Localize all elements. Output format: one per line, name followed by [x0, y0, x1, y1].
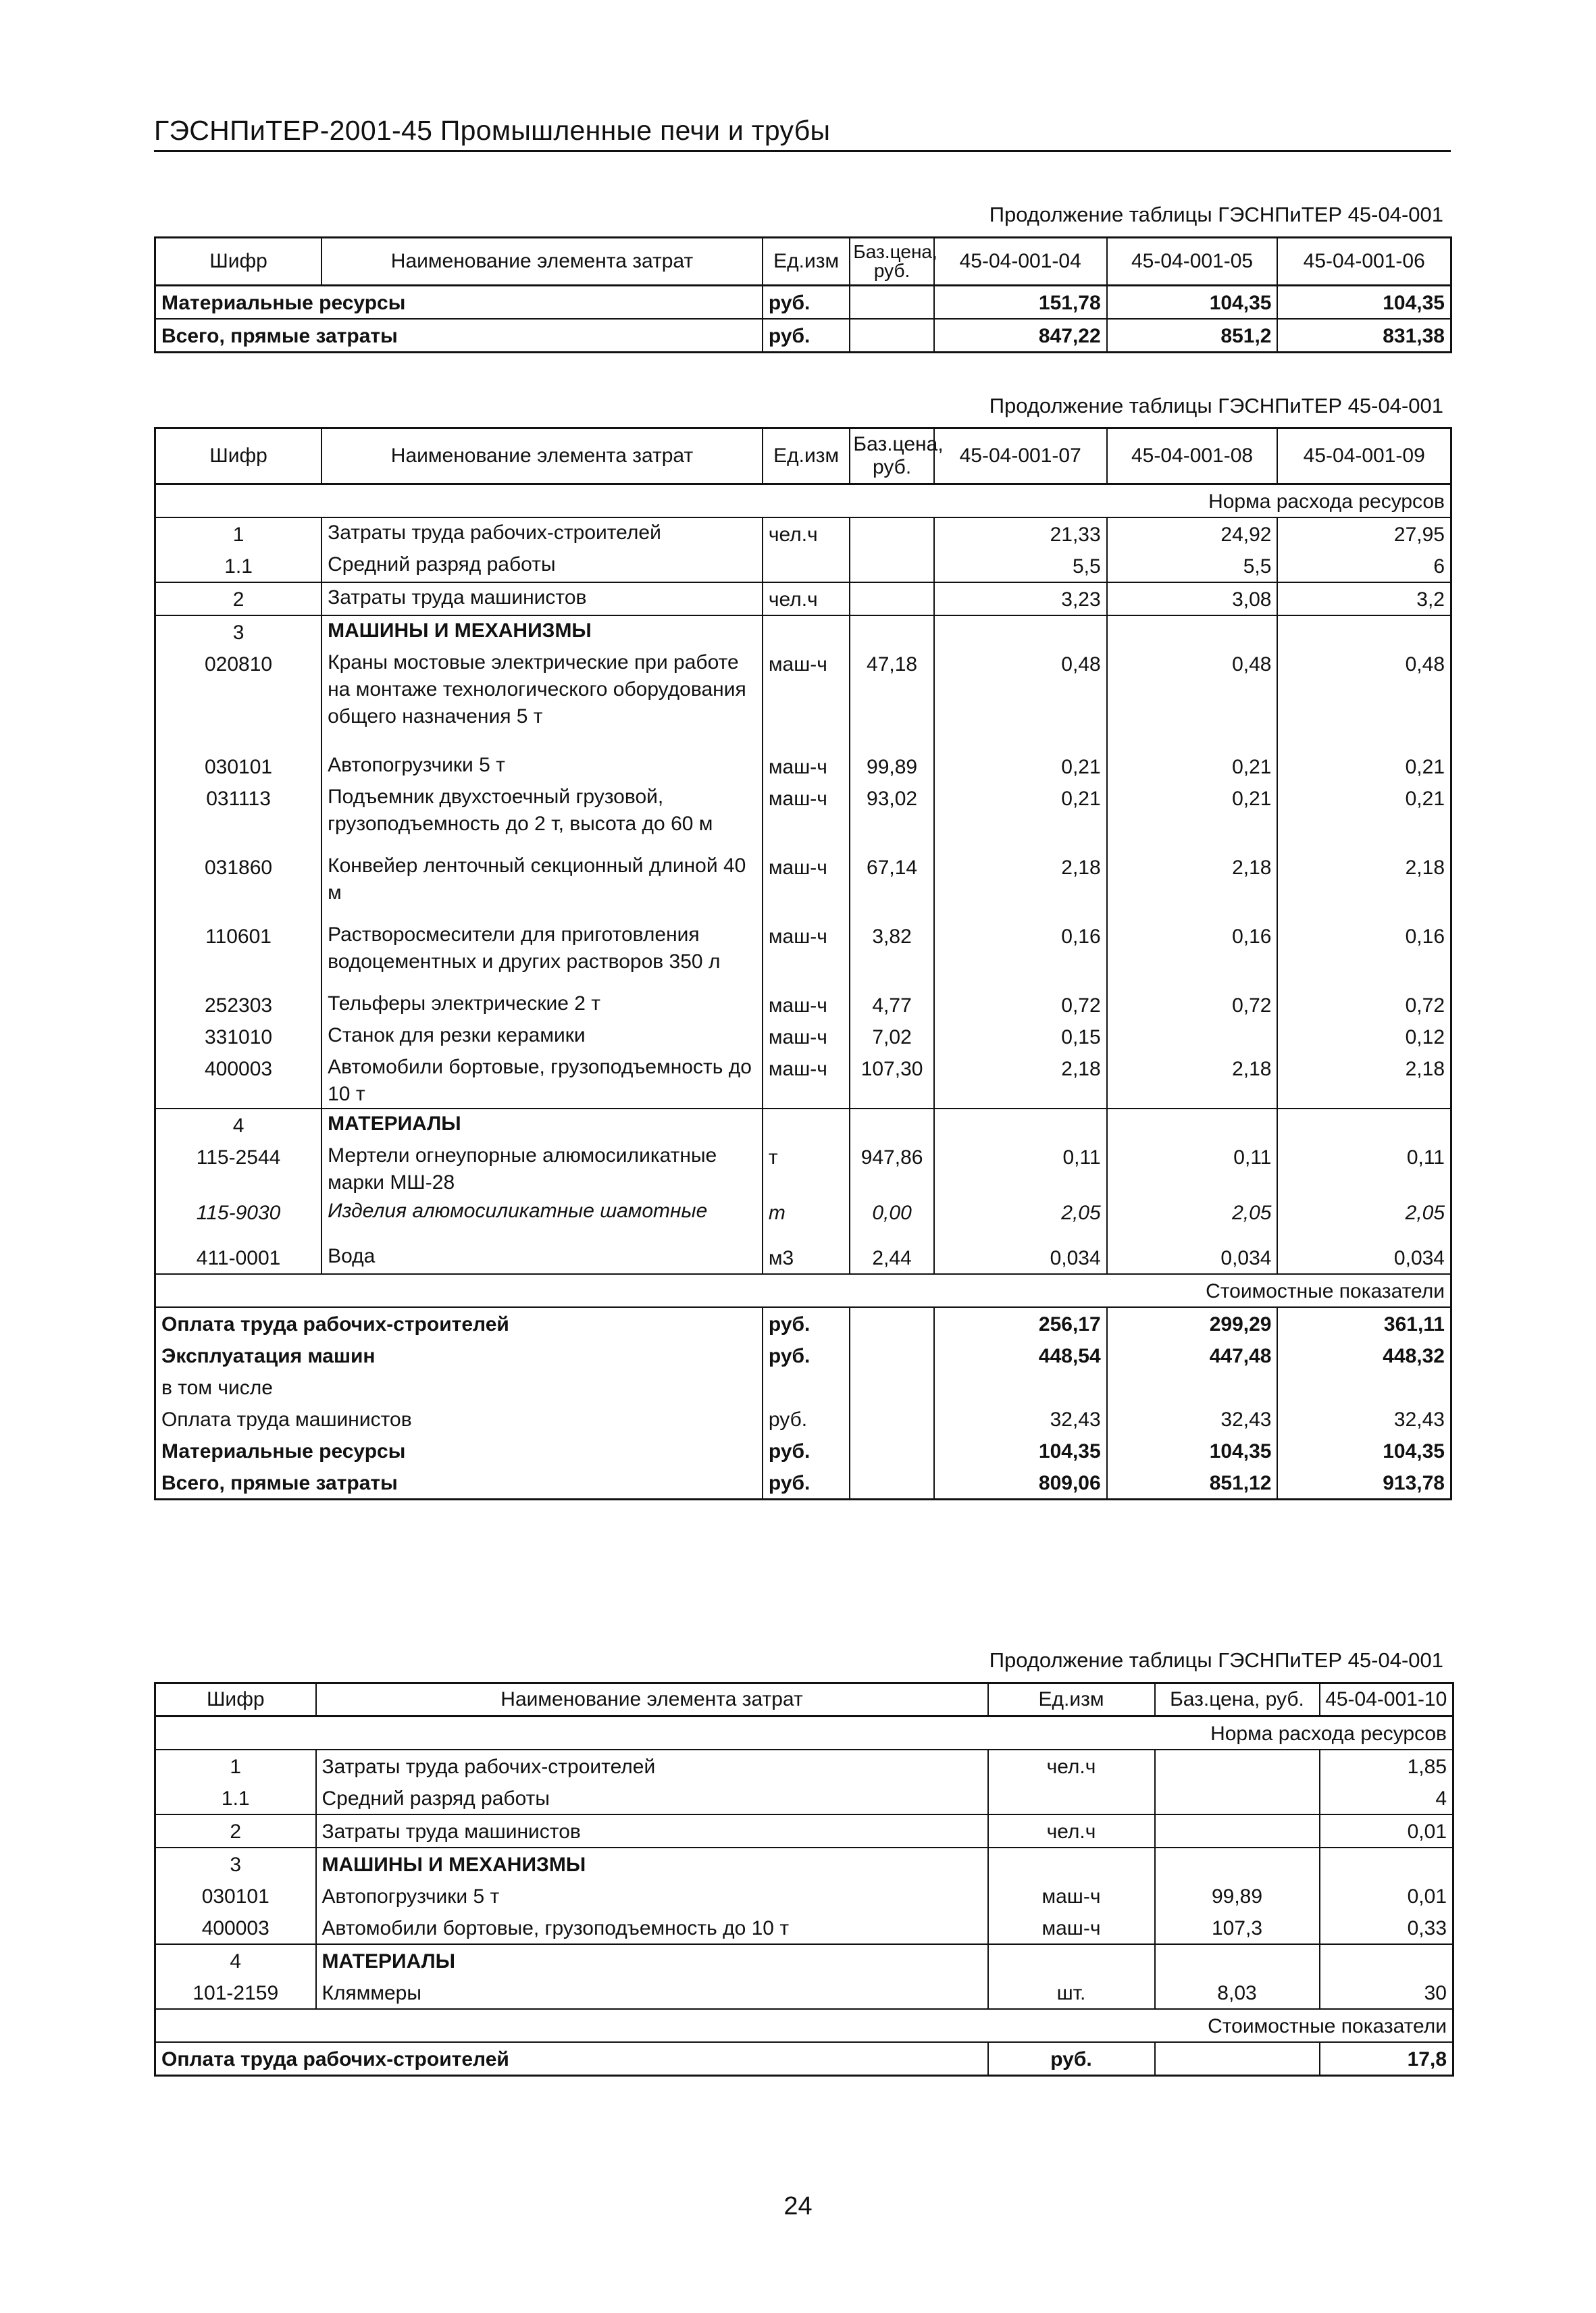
row-value-1 — [934, 1109, 1107, 1141]
totals-value-3: 448,32 — [1277, 1340, 1451, 1371]
table1-header-unit: Ед.изм — [763, 238, 850, 286]
table2-header-code: Шифр — [155, 428, 322, 484]
row-value-1: 2,05 — [934, 1196, 1107, 1242]
row-code: 115-9030 — [155, 1196, 322, 1242]
table-row — [155, 1912, 1453, 1944]
totals-name: Всего, прямые затраты — [155, 1467, 763, 1500]
row-name: Подъемник двухстоечный грузовой, грузоподъемность до 2 т, высота до 60 м — [321, 782, 763, 851]
row-price — [850, 319, 933, 353]
row-value-1: 4 — [1320, 1782, 1453, 1814]
totals-name: Оплата труда машинистов — [155, 1403, 763, 1435]
row-code: 020810 — [155, 648, 322, 751]
row-value-1 — [934, 615, 1107, 648]
totals-unit: руб. — [763, 1435, 850, 1467]
row-unit: маш-ч — [763, 1052, 850, 1109]
table-row — [155, 1782, 1453, 1814]
table2-norm-row — [155, 484, 1451, 518]
row-value-3: 0,12 — [1277, 1021, 1451, 1052]
row-value-1: 5,5 — [934, 550, 1107, 582]
row-unit — [988, 1848, 1155, 1880]
table1-caption: Продолжение таблицы ГЭСНПиТЕР 45-04-001 — [989, 203, 1443, 226]
totals-price — [1155, 2042, 1320, 2076]
totals-value-2: 851,12 — [1107, 1467, 1278, 1500]
row-unit: маш-ч — [988, 1912, 1155, 1944]
row-value-3: 2,05 — [1277, 1196, 1451, 1242]
table-row — [155, 1848, 1453, 1880]
row-price — [850, 1109, 933, 1141]
row-name: Средний разряд работы — [316, 1782, 988, 1814]
table-row — [155, 751, 1451, 782]
row-value-1: 847,22 — [934, 319, 1107, 353]
row-name: Материальные ресурсы — [155, 286, 763, 320]
row-code: 031860 — [155, 851, 322, 920]
row-unit: маш-ч — [988, 1880, 1155, 1912]
table3-header-code: Шифр — [155, 1683, 316, 1717]
row-price — [1155, 1814, 1320, 1848]
row-unit: маш-ч — [763, 782, 850, 851]
row-price — [1155, 1944, 1320, 1977]
table-row — [155, 1021, 1451, 1052]
row-code: 030101 — [155, 751, 322, 782]
totals-price — [850, 1403, 933, 1435]
row-value-1: 2,18 — [934, 1052, 1107, 1109]
row-code: 4 — [155, 1944, 316, 1977]
row-price: 3,82 — [850, 920, 933, 989]
row-value-1: 0,33 — [1320, 1912, 1453, 1944]
row-unit — [763, 550, 850, 582]
row-unit: маш-ч — [763, 920, 850, 989]
table3-norm-label: Норма расхода ресурсов — [1155, 1717, 1453, 1750]
row-value-2: 0,16 — [1107, 920, 1278, 989]
table3-cost-row — [155, 2009, 1453, 2042]
row-name: Затраты труда машинистов — [321, 582, 763, 615]
row-unit: маш-ч — [763, 648, 850, 751]
row-name: Вода — [321, 1242, 763, 1274]
row-value-3: 27,95 — [1277, 517, 1451, 550]
page-number: 24 — [783, 2192, 813, 2220]
row-code: 4 — [155, 1109, 322, 1141]
row-price: 93,02 — [850, 782, 933, 851]
document-header: ГЭСНПиТЕР-2001-45 Промышленные печи и трубы — [154, 115, 831, 146]
totals-name: Оплата труда рабочих-строителей — [155, 1307, 763, 1340]
row-unit — [763, 615, 850, 648]
row-value-3: 104,35 — [1277, 286, 1451, 320]
totals-value-2: 447,48 — [1107, 1340, 1278, 1371]
row-price: 47,18 — [850, 648, 933, 751]
table1 — [154, 236, 1452, 353]
row-price: 4,77 — [850, 989, 933, 1021]
row-value-3: 0,21 — [1277, 782, 1451, 851]
row-unit: т — [763, 1196, 850, 1242]
row-name: Конвейер ленточный секционный длиной 40 м — [321, 851, 763, 920]
row-value-2: 2,05 — [1107, 1196, 1278, 1242]
table3 — [154, 1682, 1454, 2077]
norm-blank — [155, 1717, 1155, 1750]
row-value-2: 3,08 — [1107, 582, 1278, 615]
row-price: 67,14 — [850, 851, 933, 920]
totals-name: в том числе — [155, 1371, 763, 1403]
totals-name: Эксплуатация машин — [155, 1340, 763, 1371]
table2-header-price: Баз.цена, руб. — [850, 428, 933, 484]
row-name: Растворосмесители для приготовления водоцементных и других растворов 350 л — [321, 920, 763, 989]
table-row — [155, 319, 1451, 353]
table3-norm-row — [155, 1717, 1453, 1750]
row-code: 331010 — [155, 1021, 322, 1052]
totals-row — [155, 1435, 1451, 1467]
table-row — [155, 920, 1451, 989]
row-code: 3 — [155, 615, 322, 648]
totals-unit: руб. — [988, 2042, 1155, 2076]
row-unit: м3 — [763, 1242, 850, 1274]
row-value-1: 0,48 — [934, 648, 1107, 751]
norm-blank — [155, 484, 934, 518]
totals-value-1: 448,54 — [934, 1340, 1107, 1371]
row-name: МАШИНЫ И МЕХАНИЗМЫ — [316, 1848, 988, 1880]
table2-header-name: Наименование элемента затрат — [321, 428, 763, 484]
row-code: 110601 — [155, 920, 322, 989]
table-row — [155, 582, 1451, 615]
row-value-3: 0,16 — [1277, 920, 1451, 989]
totals-price — [850, 1307, 933, 1340]
table-row — [155, 550, 1451, 582]
totals-unit: руб. — [763, 1403, 850, 1435]
row-value-2: 2,18 — [1107, 851, 1278, 920]
row-value-2: 0,21 — [1107, 751, 1278, 782]
row-unit: маш-ч — [763, 851, 850, 920]
row-name: Тельферы электрические 2 т — [321, 989, 763, 1021]
table-row — [155, 615, 1451, 648]
totals-value-3: 32,43 — [1277, 1403, 1451, 1435]
row-unit: маш-ч — [763, 989, 850, 1021]
table1-header-col3: 45-04-001-06 — [1277, 238, 1451, 286]
row-value-3: 0,21 — [1277, 751, 1451, 782]
row-name: МАШИНЫ И МЕХАНИЗМЫ — [321, 615, 763, 648]
row-unit: маш-ч — [763, 1021, 850, 1052]
row-code: 2 — [155, 1814, 316, 1848]
table2-norm-label: Норма расхода ресурсов — [934, 484, 1451, 518]
row-unit: руб. — [763, 286, 850, 320]
row-value-2 — [1107, 615, 1278, 648]
row-value-2: 2,18 — [1107, 1052, 1278, 1109]
row-name: МАТЕРИАЛЫ — [321, 1109, 763, 1141]
row-unit: руб. — [763, 319, 850, 353]
row-value-3: 0,72 — [1277, 989, 1451, 1021]
table2-header-row — [155, 428, 1451, 484]
row-value-2: 104,35 — [1107, 286, 1278, 320]
table-row — [155, 517, 1451, 550]
row-value-1: 0,21 — [934, 782, 1107, 851]
row-name: Всего, прямые затраты — [155, 319, 763, 353]
row-value-3: 2,18 — [1277, 851, 1451, 920]
row-unit: чел.ч — [988, 1750, 1155, 1782]
table3-header-name: Наименование элемента затрат — [316, 1683, 988, 1717]
row-value-3: 3,2 — [1277, 582, 1451, 615]
totals-value-1: 104,35 — [934, 1435, 1107, 1467]
table3-header-row — [155, 1683, 1453, 1717]
row-value-1: 3,23 — [934, 582, 1107, 615]
row-value-2: 0,48 — [1107, 648, 1278, 751]
totals-value-3: 913,78 — [1277, 1467, 1451, 1500]
cost-blank — [155, 1274, 934, 1307]
totals-unit: руб. — [763, 1307, 850, 1340]
row-price — [850, 615, 933, 648]
totals-row — [155, 1371, 1451, 1403]
row-unit — [988, 1782, 1155, 1814]
row-price: 107,30 — [850, 1052, 933, 1109]
row-price: 99,89 — [850, 751, 933, 782]
row-code: 2 — [155, 582, 322, 615]
table2-cost-label: Стоимостные показатели — [934, 1274, 1451, 1307]
row-code: 115-2544 — [155, 1141, 322, 1196]
table1-header-row — [155, 238, 1451, 286]
row-unit: маш-ч — [763, 751, 850, 782]
table2-header-col2: 45-04-001-08 — [1107, 428, 1278, 484]
row-code: 1.1 — [155, 1782, 316, 1814]
totals-value-2 — [1107, 1371, 1278, 1403]
totals-name: Материальные ресурсы — [155, 1435, 763, 1467]
row-value-1: 0,11 — [934, 1141, 1107, 1196]
row-price — [850, 550, 933, 582]
row-value-1 — [1320, 1848, 1453, 1880]
totals-value-2: 299,29 — [1107, 1307, 1278, 1340]
totals-row — [155, 1403, 1451, 1435]
row-code: 101-2159 — [155, 1977, 316, 2009]
totals-price — [850, 1435, 933, 1467]
row-unit: т — [763, 1141, 850, 1196]
table-row — [155, 1141, 1451, 1196]
totals-unit: руб. — [763, 1467, 850, 1500]
table-row — [155, 1880, 1453, 1912]
table1-header-price: Баз.цена, руб. — [850, 238, 933, 286]
row-value-3 — [1277, 1109, 1451, 1141]
row-value-1: 0,01 — [1320, 1814, 1453, 1848]
table-row — [155, 1977, 1453, 2009]
row-price: 7,02 — [850, 1021, 933, 1052]
row-value-2: 0,034 — [1107, 1242, 1278, 1274]
row-price: 99,89 — [1155, 1880, 1320, 1912]
table3-header-price: Баз.цена, руб. — [1155, 1683, 1320, 1717]
totals-value-3 — [1277, 1371, 1451, 1403]
row-value-3: 0,034 — [1277, 1242, 1451, 1274]
totals-price — [850, 1371, 933, 1403]
table2-cost-row — [155, 1274, 1451, 1307]
totals-price — [850, 1467, 933, 1500]
row-name: Станок для резки керамики — [321, 1021, 763, 1052]
totals-unit — [763, 1371, 850, 1403]
row-value-1: 2,18 — [934, 851, 1107, 920]
row-value-1: 151,78 — [934, 286, 1107, 320]
table2-header-unit: Ед.изм — [763, 428, 850, 484]
row-value-3: 2,18 — [1277, 1052, 1451, 1109]
row-value-3: 0,48 — [1277, 648, 1451, 751]
row-value-2 — [1107, 1109, 1278, 1141]
table-row — [155, 1052, 1451, 1109]
row-code: 030101 — [155, 1880, 316, 1912]
row-value-1 — [1320, 1944, 1453, 1977]
row-unit — [763, 1109, 850, 1141]
row-value-3: 0,11 — [1277, 1141, 1451, 1196]
row-value-2: 0,11 — [1107, 1141, 1278, 1196]
totals-value-1: 32,43 — [934, 1403, 1107, 1435]
row-name: Кляммеры — [316, 1977, 988, 2009]
row-price: 2,44 — [850, 1242, 933, 1274]
table-row — [155, 989, 1451, 1021]
table-row — [155, 1944, 1453, 1977]
row-name: Затраты труда машинистов — [316, 1814, 988, 1848]
row-value-2: 0,72 — [1107, 989, 1278, 1021]
row-value-3: 831,38 — [1277, 319, 1451, 353]
row-name: Затраты труда рабочих-строителей — [316, 1750, 988, 1782]
row-name: МАТЕРИАЛЫ — [316, 1944, 988, 1977]
row-value-2 — [1107, 1021, 1278, 1052]
row-value-1: 0,034 — [934, 1242, 1107, 1274]
table1-header-col2: 45-04-001-05 — [1107, 238, 1278, 286]
row-value-1: 0,16 — [934, 920, 1107, 989]
row-price: 107,3 — [1155, 1912, 1320, 1944]
table3-caption: Продолжение таблицы ГЭСНПиТЕР 45-04-001 — [989, 1648, 1443, 1672]
row-name: Мертели огнеупорные алюмосиликатные марки МШ-28 — [321, 1141, 763, 1196]
table-row — [155, 1814, 1453, 1848]
row-value-2: 24,92 — [1107, 517, 1278, 550]
row-price: 0,00 — [850, 1196, 933, 1242]
totals-row — [155, 1467, 1451, 1500]
row-value-1: 0,21 — [934, 751, 1107, 782]
row-value-1: 1,85 — [1320, 1750, 1453, 1782]
totals-row — [155, 2042, 1453, 2076]
table-row — [155, 648, 1451, 751]
table1-header-col1: 45-04-001-04 — [934, 238, 1107, 286]
table-row — [155, 1109, 1451, 1141]
row-unit: чел.ч — [763, 517, 850, 550]
row-name: Автопогрузчики 5 т — [321, 751, 763, 782]
totals-value-3: 361,11 — [1277, 1307, 1451, 1340]
row-unit: шт. — [988, 1977, 1155, 2009]
table2 — [154, 427, 1452, 1500]
row-code: 1 — [155, 1750, 316, 1782]
totals-value-1: 256,17 — [934, 1307, 1107, 1340]
totals-row — [155, 1307, 1451, 1340]
row-price: 947,86 — [850, 1141, 933, 1196]
row-unit — [988, 1944, 1155, 1977]
row-value-2: 5,5 — [1107, 550, 1278, 582]
header-divider — [154, 150, 1451, 152]
totals-unit: руб. — [763, 1340, 850, 1371]
row-name: Автомобили бортовые, грузоподъемность до 10 т — [316, 1912, 988, 1944]
row-code: 252303 — [155, 989, 322, 1021]
row-value-1: 0,15 — [934, 1021, 1107, 1052]
row-price — [850, 286, 933, 320]
row-code: 400003 — [155, 1052, 322, 1109]
row-unit: чел.ч — [988, 1814, 1155, 1848]
row-name: Автомобили бортовые, грузоподъемность до 10 т — [321, 1052, 763, 1109]
row-value-3: 6 — [1277, 550, 1451, 582]
row-code: 1.1 — [155, 550, 322, 582]
table2-header-col3: 45-04-001-09 — [1277, 428, 1451, 484]
totals-value-2: 32,43 — [1107, 1403, 1278, 1435]
table-row — [155, 1196, 1451, 1242]
row-code: 031113 — [155, 782, 322, 851]
row-code: 400003 — [155, 1912, 316, 1944]
row-value-2: 851,2 — [1107, 319, 1278, 353]
table-row — [155, 1242, 1451, 1274]
table1-header-code: Шифр — [155, 238, 322, 286]
row-code: 3 — [155, 1848, 316, 1880]
row-price: 8,03 — [1155, 1977, 1320, 2009]
table-row — [155, 1750, 1453, 1782]
row-price — [1155, 1750, 1320, 1782]
totals-value-2: 104,35 — [1107, 1435, 1278, 1467]
row-price — [1155, 1848, 1320, 1880]
table3-header-col1: 45-04-001-10 — [1320, 1683, 1453, 1717]
table-row — [155, 286, 1451, 320]
row-value-1: 21,33 — [934, 517, 1107, 550]
row-unit: чел.ч — [763, 582, 850, 615]
row-code: 411-0001 — [155, 1242, 322, 1274]
row-value-1: 30 — [1320, 1977, 1453, 2009]
row-name: Затраты труда рабочих-строителей — [321, 517, 763, 550]
row-name: Средний разряд работы — [321, 550, 763, 582]
table-row — [155, 851, 1451, 920]
totals-value-3: 104,35 — [1277, 1435, 1451, 1467]
row-code: 1 — [155, 517, 322, 550]
table2-header-col1: 45-04-001-07 — [934, 428, 1107, 484]
totals-price — [850, 1340, 933, 1371]
row-value-2: 0,21 — [1107, 782, 1278, 851]
table-row — [155, 782, 1451, 851]
row-name: Изделия алюмосиликатные шамотные — [321, 1196, 763, 1242]
row-value-1: 0,72 — [934, 989, 1107, 1021]
totals-value-1: 17,8 — [1320, 2042, 1453, 2076]
totals-value-1: 809,06 — [934, 1467, 1107, 1500]
row-price — [850, 582, 933, 615]
cost-blank — [155, 2009, 1155, 2042]
totals-name: Оплата труда рабочих-строителей — [155, 2042, 988, 2076]
table3-cost-label: Стоимостные показатели — [1155, 2009, 1453, 2042]
table3-header-unit: Ед.изм — [988, 1683, 1155, 1717]
row-value-1: 0,01 — [1320, 1880, 1453, 1912]
table1-header-name: Наименование элемента затрат — [321, 238, 763, 286]
row-value-3 — [1277, 615, 1451, 648]
totals-value-1 — [934, 1371, 1107, 1403]
totals-row — [155, 1340, 1451, 1371]
row-price — [850, 517, 933, 550]
row-name: Краны мостовые электрические при работе на монтаже технологического оборудования общего назначения 5 т — [321, 648, 763, 751]
row-price — [1155, 1782, 1320, 1814]
row-name: Автопогрузчики 5 т — [316, 1880, 988, 1912]
table2-caption: Продолжение таблицы ГЭСНПиТЕР 45-04-001 — [989, 394, 1443, 417]
